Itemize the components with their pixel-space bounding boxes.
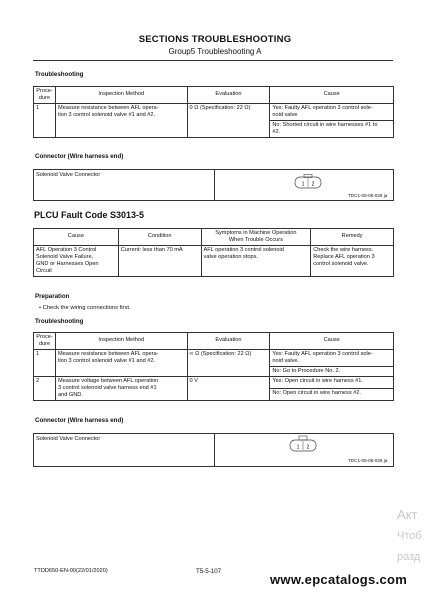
fault-remedy-cell: Check the wire harness. Replace AFL operation 3 control solenoid valve. [311,245,394,276]
fault-symptoms-cell: AFL operation 3 control solenoid valve operation stops. [201,245,311,276]
table-header-row [34,87,394,104]
cause-no-cell: No: Shorted circuit in wire harnesses #1 to #2. [270,120,394,137]
os-activation-overlay-line-2: Чтоб [397,530,422,542]
preparation-label: Preparation [35,293,70,300]
evaluation-cell: 0 V [187,376,270,400]
connector-name-2: Solenoid Valve Connector [36,436,101,442]
col-remedy: Remedy [311,229,394,246]
col-cause: Cause [34,229,119,246]
connector-divider-2 [214,433,215,467]
pin-2-label: 2 [306,444,310,451]
table-header-row [34,229,394,246]
section-title: SECTIONS TROUBLESHOOTING [138,34,292,45]
group-title: Group5 Troubleshooting A [168,47,262,56]
evaluation-cell: ∞ Ω (Specification: 22 Ω) [187,349,270,376]
page-number: T5-5-107 [196,568,222,575]
col-evaluation: Evaluation [187,87,270,104]
header-rule [33,60,393,61]
troubleshooting-table-1 [33,86,394,138]
troubleshooting-table-2 [33,332,394,401]
col-inspection-method: Inspection Method [55,333,187,350]
col-evaluation: Evaluation [187,333,270,350]
troubleshooting-label-2: Troubleshooting [35,318,84,325]
cause-no-cell: No: Open circuit in wire harness #2. [270,388,394,400]
procedure-cell: 1 [34,349,56,376]
table-row [34,245,394,276]
pin-1-label: 1 [301,181,305,188]
fault-table [33,228,394,277]
figure-ref-1: TDC1-05-05-026 ja [348,193,388,198]
os-activation-overlay-line-3: разд [397,551,421,563]
cause-no-cell: No: Go to Procedure No. 2. [270,366,394,376]
col-symptoms: Symptoms in Machine Operation When Trouble Occurs [201,229,311,246]
col-cause: Cause [270,333,394,350]
table-header-row [34,333,394,350]
col-procedure: Proce- dure [34,333,56,350]
table-row [34,349,394,366]
method-cell: Measure resistance between AFL opera- tion 3 control solenoid valve #1 and #2. [55,103,187,137]
cause-yes-cell: Yes: Faulty AFL operation 3 control sole- noid valve [270,103,394,120]
col-procedure: Proce- dure [34,87,56,104]
table-row [34,376,394,388]
cause-yes-cell: Yes: Faulty AFL operation 3 control sole- noid valve. [270,349,394,366]
os-activation-overlay-line-1: Акт [397,507,418,522]
connector-divider-1 [214,169,215,201]
preparation-bullet: • Check the wiring connections first. [39,305,131,311]
fault-cause-cell: AFL Operation 3 Control Solenoid Valve Failure, GND or Harnesses Open Circuit [34,245,119,276]
method-cell: Measure voltage between AFL operation 3 control solenoid valve harness end #1 and GND. [55,376,187,400]
procedure-cell: 1 [34,103,56,137]
connector-pins-icon [294,174,324,190]
figure-ref-2: TDC1-05-05-026 ja [348,458,388,463]
watermark-url: www.epcatalogs.com [270,572,408,587]
doc-code: TTDD650-EN-00(22/01/2020) [34,568,108,574]
pin-1-label: 1 [296,444,300,451]
table-row [34,103,394,120]
method-cell: Measure resistance between AFL opera- tion 3 control solenoid valve #1 and #2. [55,349,187,376]
connector-name-1: Solenoid Valve Connector [36,172,101,178]
connector-label-1: Connector (Wire harness end) [35,153,124,160]
procedure-cell: 2 [34,376,56,400]
evaluation-cell: 0 Ω (Specification: 22 Ω) [187,103,270,137]
pin-2-label: 2 [311,181,315,188]
cause-yes-cell: Yes: Open circuit in wire harness #1. [270,376,394,388]
fault-code-title: PLCU Fault Code S3013-5 [34,210,145,220]
col-cause: Cause [270,87,394,104]
col-condition: Condition [118,229,201,246]
fault-condition-cell: Current: less than 70 mA [118,245,201,276]
col-inspection-method: Inspection Method [55,87,187,104]
troubleshooting-label-1: Troubleshooting [35,71,84,78]
connector-pins-icon [289,434,319,460]
connector-label-2: Connector (Wire harness end) [35,417,124,424]
